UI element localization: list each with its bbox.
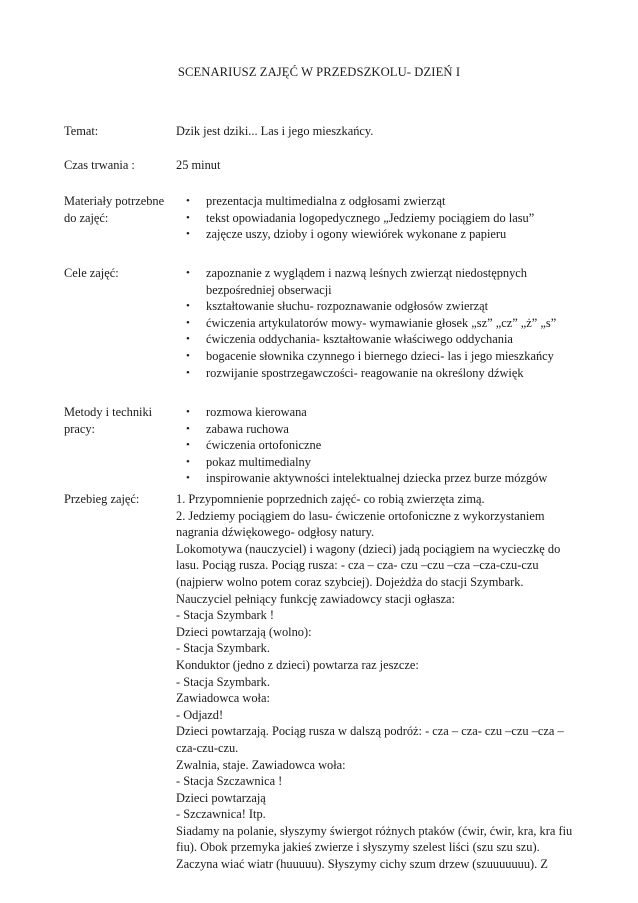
bullet-icon: • [186,439,190,452]
paragraph: Siadamy na polanie, słyszymy świergot różnych ptaków (ćwir, ćwir, kra, kra fiu fiu). Obok przemyka jakieś zwierze i słyszymy szelest liści (szu szu szu). Zaczyna wiać wiatr (huuuuu). Słyszymy cichy szum drzew (szuuuuuuu). Z [176,823,573,872]
paragraph: Zawiadowca woła: [176,691,270,706]
list-item: • ćwiczenia artykulatorów mowy- wymawianie głosek „sz” „cz” „ż” „s” [186,315,557,330]
paragraph: Dzieci powtarzają [176,790,266,805]
paragraph: - Stacja Szymbark ! [176,608,275,623]
row-przebieg [64,491,584,871]
list-item: • zabawa ruchowa [186,421,289,436]
list-item: • inspirowanie aktywności intelektualnej dziecka przez burze mózgów [186,471,548,486]
bullet-icon: • [186,366,190,379]
row-cele [64,265,584,395]
list-item: • rozmowa kierowana [186,405,307,419]
paragraph: Zwalnia, staje. Zawiadowca woła: [176,757,346,772]
row-label: Cele zajęć: [64,266,119,280]
row-temat [64,123,584,141]
row-label: Metody i techniki pracy: [64,405,153,436]
bullet-list [176,265,584,381]
bullet-icon: • [186,333,190,346]
list-item: • zapoznanie z wyglądem i nazwą leśnych zwierząt niedostępnych bezpośredniej obserwacji [186,266,527,297]
list-item: • tekst opowiadania logopedycznego „Jedziemy pociągiem do lasu” [186,210,535,225]
bullet-icon: • [186,267,190,279]
paragraph: - Stacja Szczawnica ! [176,774,283,789]
row-metody [64,404,584,489]
row-label: Materiały potrzebne do zajęć: [64,194,165,225]
bullet-icon: • [186,406,190,418]
paragraph: - Odjazd! [176,707,224,722]
row-label: Przebieg zajęć: [64,492,140,506]
bullet-icon: • [186,455,190,468]
page-title: SCENARIUSZ ZAJĘĆ W PRZEDSZKOLU- DZIEŃ I [177,65,461,79]
paragraph: Lokomotywa (nauczyciel) i wagony (dzieci) jadą pociągiem na wycieczkę do lasu. Pociąg rusza. Pociąg rusza: - cza – cza- czu –czu –cza –cza-czu-czu (najpierw wolno potem coraz szybciej). Dojeżdża do stacji Szymbark. [176,541,561,589]
paragraph: Nauczyciel pełniący funkcję zawiadowcy stacji ogłasza: [176,591,456,606]
bullet-icon: • [186,211,190,224]
paragraph: Dzieci powtarzają. Pociąg rusza w dalszą podróż: - cza – cza- czu –czu –cza –cza-czu-czu. [176,724,564,755]
row-label: Czas trwania : [64,158,135,172]
paragraph: 1. Przypomnienie poprzednich zajęć- co robią zwierzęta zimą. [176,492,485,506]
list-item: • pokaz multimedialny [186,454,311,469]
row-value: 25 minut [176,158,221,172]
row-label: Temat: [64,124,99,138]
bullet-icon: • [186,228,190,241]
list-item: • zajęcze uszy, dzioby i ogony wiewiórek wykonane z papieru [186,227,507,242]
list-item: • prezentacja multimedialna z odgłosami zwierząt [186,194,446,208]
paragraph: - Szczawnica! Itp. [176,807,266,822]
list-item: • ćwiczenia oddychania- kształtowanie właściwego oddychania [186,332,513,347]
procedure-text [176,491,584,873]
bullet-icon: • [186,195,190,207]
row-value: Dzik jest dziki... Las i jego mieszkańcy. [176,124,374,138]
bullet-list [176,404,584,487]
paragraph: - Stacja Szymbark. [176,641,270,656]
row-czas-trwania [64,157,584,175]
paragraph: 2. Jedziemy pociągiem do lasu- ćwiczenie ortofoniczne z wykorzystaniem nagrania dźwiękowego- odgłosy natury. [176,508,545,540]
list-item: • bogacenie słownika czynnego i biernego dzieci- las i jego mieszkańcy [186,348,554,363]
bullet-icon: • [186,472,190,485]
bullet-icon: • [186,316,190,329]
bullet-icon: • [186,349,190,362]
bullet-list [176,193,584,243]
paragraph: Dzieci powtarzają (wolno): [176,624,312,639]
bullet-icon: • [186,422,190,435]
list-item: • ćwiczenia ortofoniczne [186,438,322,453]
list-item: • rozwijanie spostrzegawczości- reagowanie na określony dźwięk [186,365,524,380]
list-item: • kształtowanie słuchu- rozpoznawanie odgłosów zwierząt [186,299,489,314]
row-materialy [64,193,584,248]
paragraph: - Stacja Szymbark. [176,674,270,689]
paragraph: Konduktor (jedno z dzieci) powtarza raz jeszcze: [176,657,419,672]
bullet-icon: • [186,300,190,313]
